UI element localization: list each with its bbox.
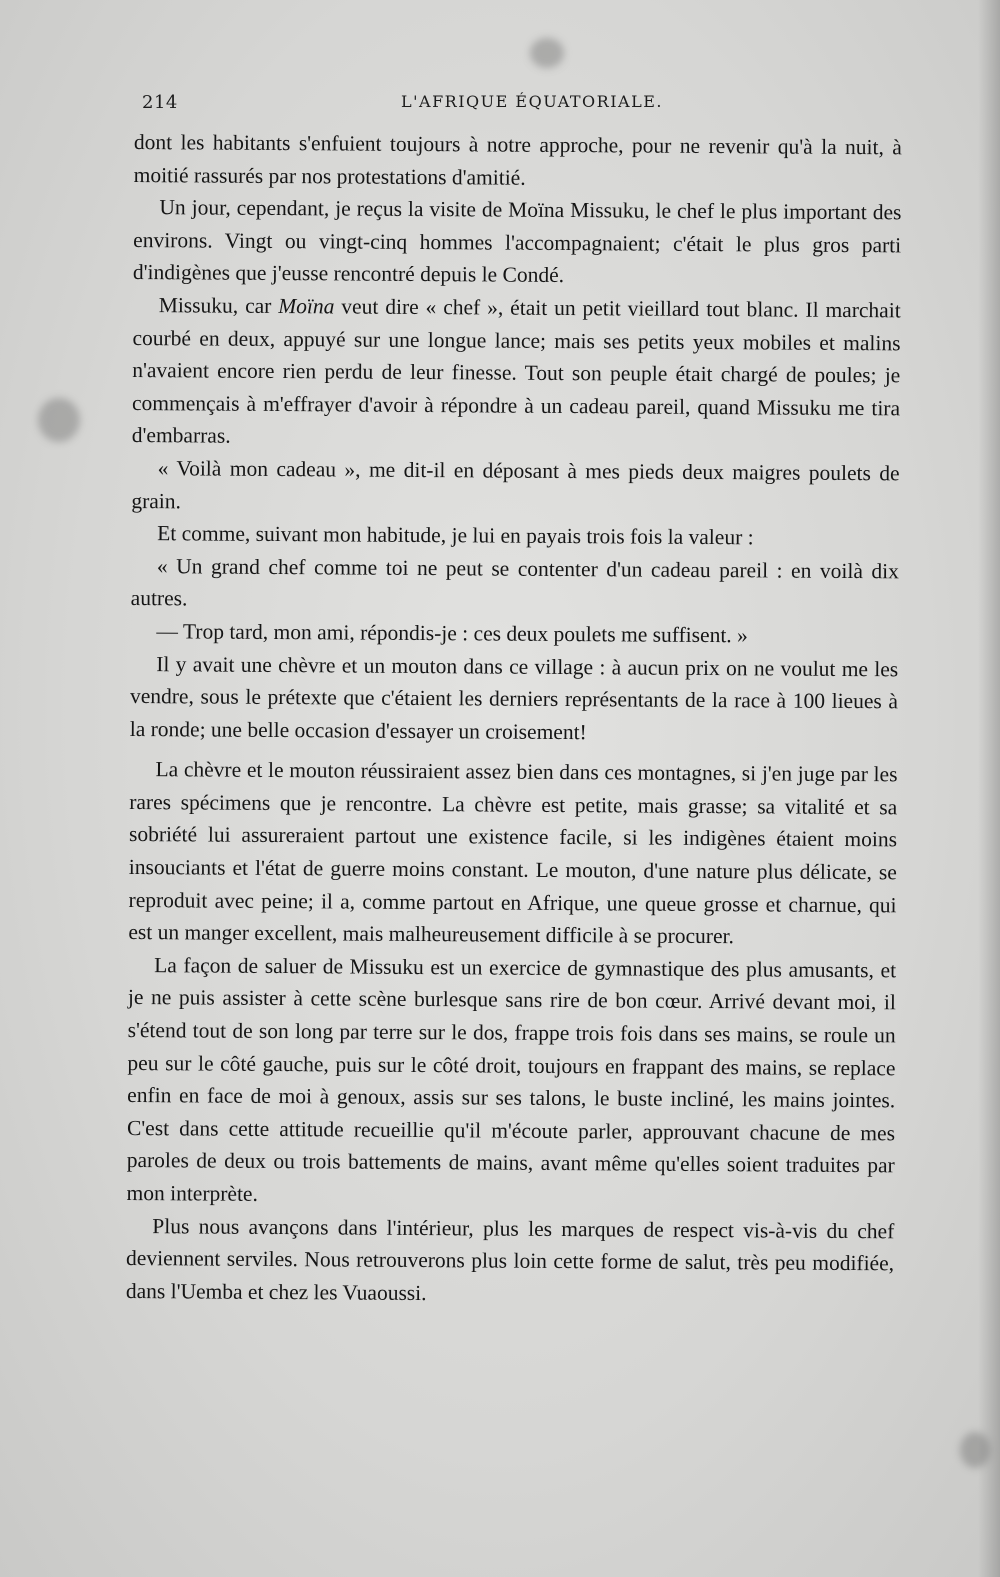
paragraph: Et comme, suivant mon habitude, je lui en payais trois fois la valeur : xyxy=(157,521,754,550)
ink-smudge xyxy=(960,1432,990,1468)
paragraph-text: veut dire « chef », était un petit vieillard tout blanc. Il marchait courbé en deux, appuyé sur une longue lance; mais ses petits yeux mobiles et malins n'avaient encore rien perdu de leur finesse. Tout son peuple était chargé de poules; je commençais à m'effrayer d'avoir à répondre à un cadeau pareil, quand Missuku me tira d'embarras. xyxy=(131,294,901,449)
paragraph: Un jour, cependant, je reçus la visite de Moïna Missuku, le chef le plus important des environs. Vingt ou vingt-cinq hommes l'accompagnaient; c'était le plus gros parti d'indigènes que j'eusse rencontré depuis le Condé. xyxy=(132,195,902,288)
body-text xyxy=(126,126,902,1313)
paragraph-text: Missuku, car xyxy=(158,293,279,318)
running-title: L'AFRIQUE ÉQUATORIALE. xyxy=(401,92,663,111)
paragraph: La façon de saluer de Missuku est un exercice de gymnastique des plus amusants, et je ne puis assister à cette scène burlesque sans rire de bon cœur. Arrivé devant moi, il s'étend tout de son long par terre sur le dos, frappe trois fois dans ses mains, se roule un peu sur le côté gauche, puis sur le côté droit, toujours en frappant des mains, se replace enfin en face de moi à genoux, assis sur ses talons, le buste incliné, les mains jointes. C'est dans cette attitude recueillie qu'il m'écoute parler, approuvant chacune de mes paroles de deux ou trois battements de mains, avant même qu'elles soient traduites par mon interprète. xyxy=(126,953,897,1206)
running-header xyxy=(142,92,902,118)
paragraph: — Trop tard, mon ami, répondis-je : ces deux poulets me suffisent. » xyxy=(156,619,748,648)
page-number: 214 xyxy=(142,92,178,113)
ink-smudge xyxy=(38,398,80,442)
paragraph: « Voilà mon cadeau », me dit-il en déposant à mes pieds deux maigres poulets de grain. xyxy=(131,456,900,513)
paragraph: Il y avait une chèvre et un mouton dans ce village : à aucun prix on ne voulut me les vendre, sous le prétexte que c'étaient les derniers représentants de la race à 100 lieues à la ronde; une belle occasion d'essayer un croisement! xyxy=(129,651,899,744)
paragraph: La chèvre et le mouton réussiraient assez bien dans ces montagnes, si j'en juge par les rares spécimens que je rencontre. La chèvre est petite, mais grasse; sa vitalité et sa sobriété lui assureraient partout une existence facile, si les indigènes étaient moins insouciants et l'état de guerre moins constant. Le mouton, d'une nature plus délicate, se reproduit avec peine; il a, comme partout en Afrique, une queue grosse et charnue, qui est un manger excellent, mais malheureusement difficile à se procurer. xyxy=(128,757,898,949)
paragraph: Plus nous avançons dans l'intérieur, plus les marques de respect vis-à-vis du chef deviennent serviles. Nous retrouverons plus loin cette forme de salut, très peu modifiée, dans l'Uemba et chez les Vuaoussi. xyxy=(125,1213,895,1305)
paragraph: « Un grand chef comme toi ne peut se contenter d'un cadeau pareil : en voilà dix autres. xyxy=(130,553,899,611)
ink-smudge xyxy=(530,38,564,68)
italic-term: Moïna xyxy=(278,293,335,319)
page-edge-shadow xyxy=(978,0,1000,1577)
paragraph: dont les habitants s'enfuient toujours à notre approche, pour ne revenir qu'à la nuit, à moitié rassurés par nos protestations d'amitié. xyxy=(133,129,902,190)
paragraph xyxy=(132,289,901,457)
